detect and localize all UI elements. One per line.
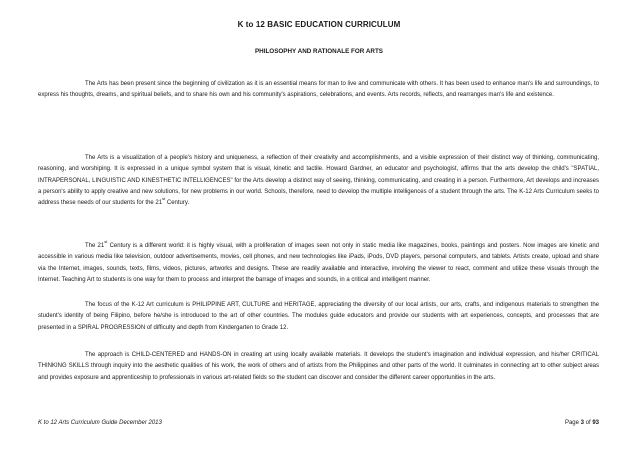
footer-document-name: K to 12 Arts Curriculum Guide December 2013 (38, 420, 162, 426)
page-prefix: Page (564, 420, 581, 426)
paragraph-5-text: The approach is CHILD-CENTERED and HANDS-ON in creating art using locally available materials. It develops the student's imagination and individual expression, and his/her CRITICAL THINKING SKILLS through inquiry into the aesthetic qualities of his work, the work of others and of artists from the Philippines and other parts of the world. It culminates in connecting art to other subject areas and provides exposure and apprenticeship to professionals in various art-related fields so the student can discover and consider the different career opportunities in the arts. (38, 352, 599, 381)
paragraph-3 (38, 241, 599, 286)
paragraph-3-start: The 21 (85, 243, 105, 249)
document-subtitle: PHILOSOPHY AND RATIONALE FOR ARTS (254, 48, 384, 55)
paragraph-2-text: The Arts is a visualization of a people's history and uniqueness, a reflection of their creativity and accomplishments, and a visible expression of their distinct way of thinking, communicating, reasoning, and worshiping. It is expressed in a unique symbol system that is visual, kinetic and tactile. Howard Gardner, an educator and psychologist, affirms that the arts develop the child's "SPATIAL, INTRAPERSONAL, LINGUISTIC AND KINESTHETIC INTELLIGENCES" for the Arts develop a distinct way of seeing, thinking, communicating, and creating in a person. Furthermore, Art develops and increases a person's ability to apply creative and new solutions, for new problems in our world. Schools, therefore, need to develop the multiple intelligences of a student through the arts. The K-12 Arts Curriculum seeks to address these needs of our students for the 21 (38, 155, 599, 207)
footer-page-number (565, 420, 599, 426)
page-total: 93 (592, 420, 599, 426)
paragraph-3-text: Century is a different world: it is highly visual, with a proliferation of images seen not only in static media like magazines, books, paintings and posters. Now images are kinetic and accessible in various media like television, outdoor advertisements, movies, cell phones, and new technologies like iPads, iPods, DVD players, personal computers, and tablets. Artists create, upload and share via the Internet, images, sounds, texts, films, videos, pictures, artworks and designs. These are readily available and interactive, involving the viewer to react, comment and utilize these visuals through the Internet. Teaching Art to students is one way for them to process and interpret the barrage of images and sounds, in a critical and intelligent manner. (38, 243, 600, 283)
page-current: 3 (580, 420, 584, 426)
paragraph-5 (38, 350, 599, 384)
paragraph-1 (38, 79, 599, 102)
paragraph-4 (38, 300, 599, 334)
paragraph-4-text: The focus of the K-12 Art curriculum is PHILIPPINE ART, CULTURE and HERITAGE, appreciating the diversity of our local artists, our arts, crafts, and indigenous materials to strengthen the student's identity of being Filipino, before he/she is introduced to the art of other countries. The modules guide educators and provide our students with art experiences, concepts, and processes that are presented in a SPIRAL PROGRESSION of difficulty and depth from Kindergarten to Grade 12. (38, 302, 599, 331)
paragraph-2-end: Century. (165, 200, 190, 207)
paragraph-2-superscript: st (162, 196, 166, 202)
paragraph-1-text: The Arts has been present since the beginning of civilization as it is an essential means for man to live and communicate with others. It has been used to enhance man's life and surroundings, to express his thoughts, dreams, and spiritual beliefs, and to share his own and his community's aspirations, celebrations, and events. Arts records, reflects, and rearranges man's life and existence. (38, 81, 599, 99)
paragraph-3-superscript: st (104, 239, 108, 244)
paragraph-2 (38, 153, 599, 209)
document-title: K to 12 BASIC EDUCATION CURRICULUM (237, 20, 401, 29)
page-separator: of (583, 420, 593, 426)
